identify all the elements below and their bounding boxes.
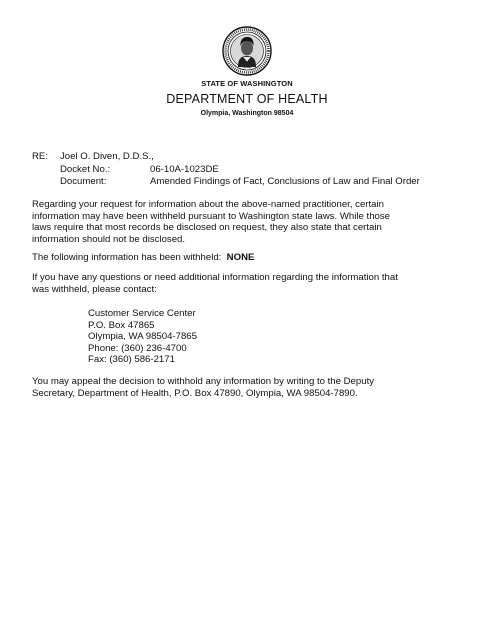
department-heading: DEPARTMENT OF HEALTH [166,92,328,106]
contact-fax: Fax: (360) 586-2171 [88,354,175,366]
paragraph-line: information may have been withheld pursuant to Washington state laws. While those [32,210,391,222]
state-heading: STATE OF WASHINGTON [201,79,293,88]
contact-name: Customer Service Center [88,308,196,319]
paragraph-line: Secretary, Department of Health, P.O. Box 47890, Olympia, WA 98504-7890. [32,387,358,399]
document-title: Amended Findings of Fact, Conclusions of Law and Final Order [150,176,420,187]
state-seal-icon [222,26,272,76]
contact-block [88,308,197,366]
contact-city: Olympia, WA 98504-7865 [88,331,197,343]
contact-po-box: P.O. Box 47865 [88,319,155,331]
department-address: Olympia, Washington 98504 [200,110,294,117]
paragraph-line: laws require that most records be disclosed on request, they also state that certain [32,222,382,234]
practitioner-name: Joel O. Diven, D.D.S., [60,151,154,162]
paragraph-line: Regarding your request for information about the above-named practitioner, certain [32,199,384,210]
withheld-value: NONE [226,252,255,263]
docket-label: Docket No.: [60,164,111,175]
contact-phone: Phone: (360) 236-4700 [88,342,187,354]
paragraph-line: You may appeal the decision to withhold any information by writing to the Deputy [32,376,375,387]
paragraph-line: was withheld, please contact: [32,283,157,295]
document-label: Document: [60,176,107,187]
paragraph-line: If you have any questions or need additional information regarding the information that [32,272,398,283]
paragraph-line: information should not be disclosed. [32,233,186,245]
questions-paragraph [32,272,398,295]
withheld-label: The following information has been withheld: [32,252,222,263]
appeal-paragraph [32,376,374,399]
withheld-statement [32,252,254,264]
withholding-explanation-paragraph [32,199,390,245]
re-label: RE: [32,151,48,162]
docket-number: 06-10A-1023DE [150,164,219,175]
